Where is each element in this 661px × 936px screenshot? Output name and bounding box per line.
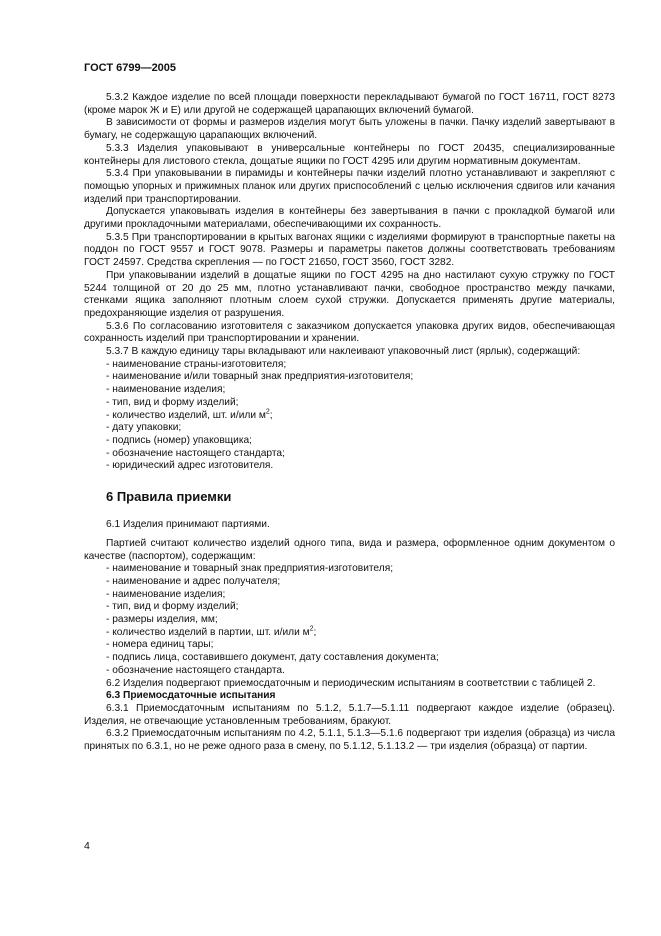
paragraph: 6.3.1 Приемосдаточным испытаниям по 5.1.2, 5.1.7—5.1.11 подвергают каждое изделие (образец). Изделия, не отвечающие установленным требованиям, бракуют. — [84, 702, 615, 727]
list-item: - подпись (номер) упаковщика; — [106, 435, 615, 448]
list-item-text: количество изделий в партии, шт. и/или м — [112, 626, 310, 638]
list-item: - дату упаковки; — [106, 422, 615, 435]
paragraph: 5.3.7 В каждую единицу тары вкладывают или наклеивают упаковочный лист (ярлык), содержащий: — [106, 346, 581, 358]
list-item-tail: ; — [269, 409, 273, 421]
paragraph: При упаковывании изделий в дощатые ящики по ГОСТ 4295 на дно настилают сухую стружку по ГОСТ 5244 толщиной от 20 до 25 мм, плотно устанавливают пачки, свободное пространство между пачками, стенками ящика заполняют плотным слоем сухой стружки. Допускается применять другие материалы, предохраняющие изделия от разрушения. — [84, 269, 615, 319]
list-item — [106, 627, 615, 640]
superscript: 2 — [309, 625, 314, 633]
paragraph: 6.2 Изделия подвергают приемосдаточным и периодическим испытаниям в соответствии с таблицей 2. — [106, 677, 596, 689]
subsection-title: 6.3 Приемосдаточные испытания — [106, 690, 276, 702]
list-item: - обозначение настоящего стандарта. — [106, 665, 615, 678]
section-title: 6 Правила приемки — [106, 489, 232, 505]
list-item — [106, 410, 615, 423]
document-body — [84, 92, 615, 754]
paragraph: 5.3.5 При транспортировании в крытых вагонах ящики с изделиями формируют в транспортные пакеты на поддон по ГОСТ 9557 и ГОСТ 9078. Размеры и параметры пакетов должны соответствовать требованиям ГОСТ 24597. Средства скрепления — по ГОСТ 21650, ГОСТ 3560, ГОСТ 3282. — [84, 231, 615, 269]
paragraph: 5.3.3 Изделия упаковывают в универсальные контейнеры по ГОСТ 20435, специализированные контейнеры для листового стекла, дощатые ящики по ГОСТ 4295 или другим нормативным документам. — [84, 142, 615, 167]
paragraph: 5.3.4 При упаковывании в пирамиды и контейнеры пачки изделий плотно устанавливают и закрепляют с помощью упорных и прижимных планок или других приспособлений с целью исключения сдвигов или качания изделий при транспортировании. — [84, 168, 615, 205]
list-item: - наименование изделия; — [106, 589, 615, 602]
list-item-tail: ; — [313, 626, 317, 638]
document-header: ГОСТ 6799—2005 — [84, 62, 177, 74]
list-item: - размеры изделия, мм; — [106, 614, 615, 627]
list-item: - наименование и товарный знак предприятия-изготовителя; — [106, 563, 615, 576]
paragraph: Партией считают количество изделий одного типа, вида и размера, оформленное одним документом о качестве (паспортом), содержащим: — [84, 537, 615, 562]
list-item: - наименование страны-изготовителя; — [106, 359, 615, 372]
paragraph: Допускается упаковывать изделия в контейнеры без завертывания в пачки с прокладкой бумагой или другими прокладочными материалами, обеспечивающими их сохранность. — [84, 206, 615, 231]
list-item: - обозначение настоящего стандарта; — [106, 448, 615, 461]
list-item: - номера единиц тары; — [106, 639, 615, 652]
paragraph: В зависимости от формы и размеров изделия могут быть уложены в пачки. Пачку изделий завертывают в бумагу, не содержащую царапающих включений. — [84, 117, 615, 142]
superscript: 2 — [265, 408, 270, 416]
document-page — [84, 62, 615, 754]
paragraph: 5.3.6 По согласованию изготовителя с заказчиком допускается упаковка других видов, обеспечивающая сохранность изделий при транспортировании и хранении. — [84, 320, 615, 345]
page-number: 4 — [84, 840, 90, 852]
paragraph: 6.3.2 Приемосдаточным испытаниям по 4.2, 5.1.1, 5.1.3—5.1.6 подвергают три изделия (образца) из числа принятых по 6.3.1, но не реже одного раза в смену, по 5.1.12, 5.1.13.2 — три изделия (образца) от партии. — [84, 728, 615, 753]
list-item: - наименование и/или товарный знак предприятия-изготовителя; — [106, 371, 615, 384]
list-item: - наименование и адрес получателя; — [106, 576, 615, 589]
list-item: - наименование изделия; — [106, 384, 615, 397]
document-contents-list — [84, 563, 615, 677]
list-item-text: количество изделий, шт. и/или м — [112, 409, 266, 421]
list-item: - юридический адрес изготовителя. — [106, 460, 615, 473]
paragraph: 6.1 Изделия принимают партиями. — [106, 519, 270, 531]
paragraph: 5.3.2 Каждое изделие по всей площади поверхности перекладывают бумагой по ГОСТ 16711, ГОСТ 8273 (кроме марок Ж и Е) или другой не содержащей царапающих включений бумагой. — [84, 92, 615, 116]
list-item: - тип, вид и форму изделий; — [106, 397, 615, 410]
label-contents-list — [84, 359, 615, 473]
list-item: - тип, вид и форму изделий; — [106, 601, 615, 614]
list-item: - подпись лица, составившего документ, дату составления документа; — [106, 652, 615, 665]
